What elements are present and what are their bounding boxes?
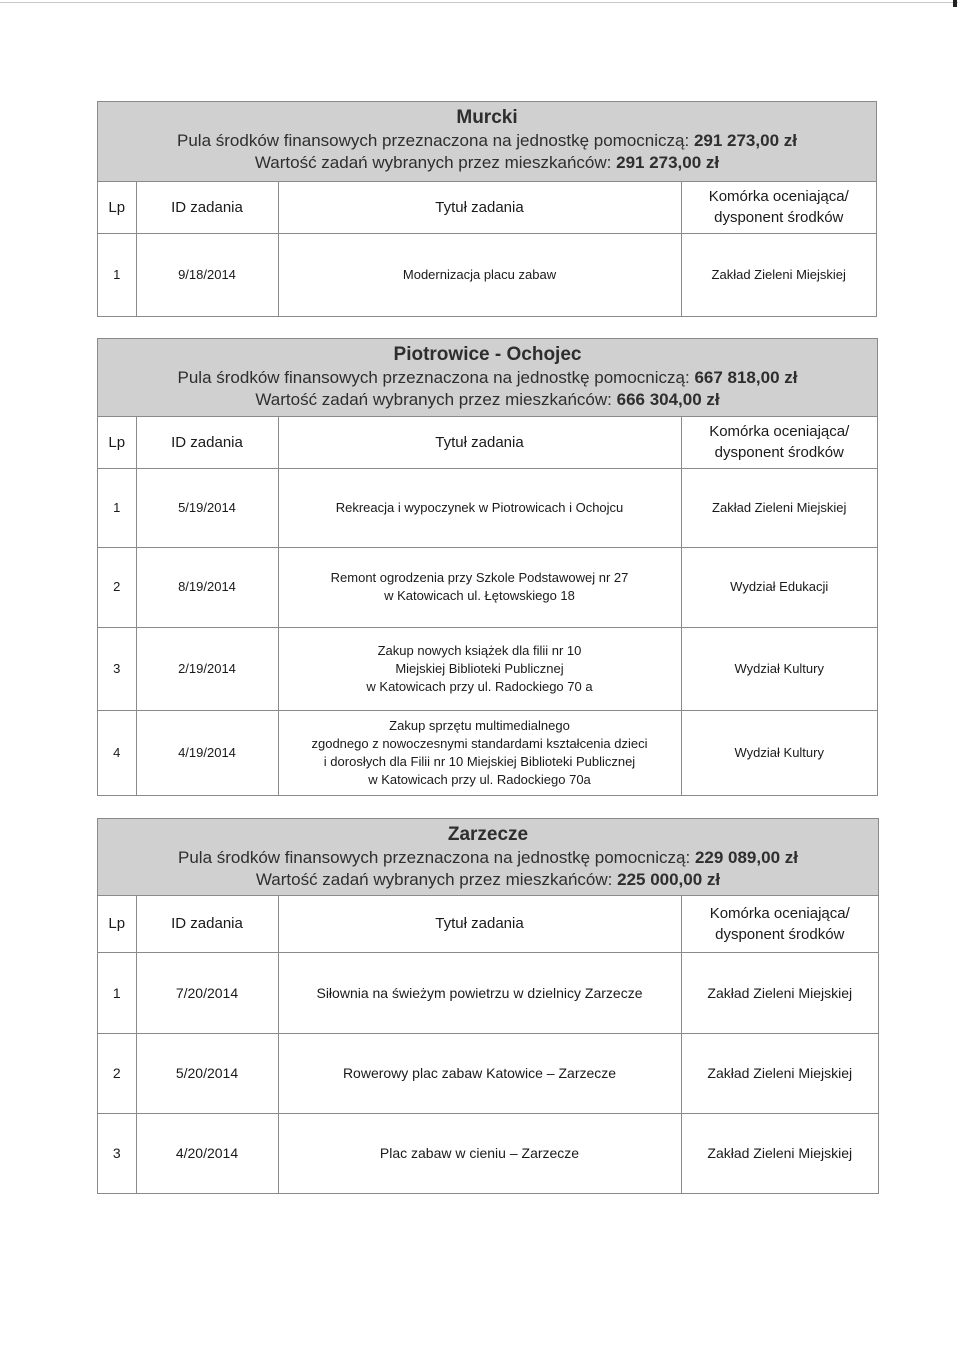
cell-id: 5/19/2014 (136, 468, 278, 547)
pool-value: 291 273,00 zł (693, 131, 797, 150)
table-header-row (98, 182, 876, 233)
section-banner (98, 819, 878, 896)
cell-unit: Wydział Kultury (681, 627, 877, 710)
selected-label: Wartość zadań wybranych przez mieszkańców: (255, 390, 612, 409)
header-title: Tytuł zadania (278, 417, 681, 468)
cell-id: 5/20/2014 (136, 1033, 278, 1113)
cell-id: 4/20/2014 (136, 1113, 278, 1193)
pool-line (98, 367, 877, 389)
selected-value: 666 304,00 zł (616, 390, 720, 409)
tasks-table (98, 417, 877, 795)
cell-title: Rowerowy plac zabaw Katowice – Zarzecze (278, 1033, 681, 1113)
cell-unit: Zakład Zieleni Miejskiej (681, 1033, 878, 1113)
cell-lp: 2 (98, 1033, 136, 1113)
header-lp: Lp (98, 182, 136, 233)
selected-line (98, 869, 878, 891)
header-title: Tytuł zadania (278, 896, 681, 952)
pool-label: Pula środków finansowych przeznaczona na jednostkę pomocniczą: (177, 368, 690, 387)
selected-label: Wartość zadań wybranych przez mieszkańców: (255, 870, 613, 889)
pool-line (98, 847, 878, 869)
cell-title: Plac zabaw w cieniu – Zarzecze (278, 1113, 681, 1193)
header-lp: Lp (98, 417, 136, 468)
selected-value: 291 273,00 zł (616, 153, 720, 172)
table-row (98, 468, 877, 547)
top-rule (0, 2, 958, 3)
cell-lp: 4 (98, 710, 136, 795)
cell-id: 8/19/2014 (136, 547, 278, 627)
cell-lp: 1 (98, 468, 136, 547)
selected-label: Wartość zadań wybranych przez mieszkańców: (254, 153, 612, 172)
selected-value: 225 000,00 zł (617, 870, 721, 889)
table-header-row (98, 417, 877, 468)
cell-title: Siłownia na świeżym powietrzu w dzielnicy Zarzecze (278, 952, 681, 1033)
header-id: ID zadania (136, 417, 278, 468)
table-row (98, 710, 877, 795)
header-unit: Komórka oceniająca/ dysponent środków (681, 182, 876, 233)
cell-lp: 3 (98, 627, 136, 710)
cell-title: Remont ogrodzenia przy Szkole Podstawowej nr 27 w Katowicach ul. Łętowskiego 18 (278, 547, 681, 627)
section-title: Murcki (456, 107, 518, 128)
cell-unit: Zakład Zieleni Miejskiej (681, 468, 877, 547)
cell-id: 9/18/2014 (136, 233, 278, 317)
table-row (98, 1033, 878, 1113)
cell-id: 4/19/2014 (136, 710, 278, 795)
cell-lp: 3 (98, 1113, 136, 1193)
table-row (98, 1113, 878, 1193)
cell-unit: Wydział Kultury (734, 744, 824, 760)
section-banner (98, 339, 877, 417)
section-banner (98, 102, 876, 182)
selected-line (98, 389, 877, 411)
section-piotrowice-ochojec (97, 338, 878, 796)
cell-title: Zakup nowych książek dla filii nr 10 Miejskiej Biblioteki Publicznej w Katowicach przy ul. Radockiego 70 a (278, 627, 681, 710)
cell-lp: 1 (98, 952, 136, 1033)
pool-value: 229 089,00 zł (694, 848, 798, 867)
header-id: ID zadania (136, 896, 278, 952)
section-title: Zarzecze (447, 824, 529, 845)
table-row (98, 627, 877, 710)
cell-unit: Wydział Edukacji (681, 547, 877, 627)
corner-mark (953, 0, 957, 7)
table-row (98, 952, 878, 1033)
header-unit: Komórka oceniająca/ dysponent środków (681, 896, 878, 952)
table-header-row (98, 896, 878, 952)
pool-value: 667 818,00 zł (694, 368, 798, 387)
cell-unit: Zakład Zieleni Miejskiej (707, 1145, 853, 1162)
section-murcki (97, 101, 877, 317)
cell-id: 7/20/2014 (136, 952, 278, 1033)
table-row (98, 547, 877, 627)
section-zarzecze (97, 818, 879, 1194)
table-row (98, 233, 876, 317)
cell-lp: 2 (98, 547, 136, 627)
header-lp: Lp (98, 896, 136, 952)
header-title: Tytuł zadania (278, 182, 681, 233)
cell-id: 2/19/2014 (136, 627, 278, 710)
pool-label: Pula środków finansowych przeznaczona na jednostkę pomocniczą: (178, 848, 691, 867)
header-id: ID zadania (136, 182, 278, 233)
pool-line (98, 130, 876, 152)
selected-line (98, 152, 876, 174)
pool-label: Pula środków finansowych przeznaczona na jednostkę pomocniczą: (177, 131, 690, 150)
section-title: Piotrowice - Ochojec (393, 344, 582, 365)
tasks-table (98, 896, 878, 1193)
header-unit: Komórka oceniająca/ dysponent środków (681, 417, 877, 468)
cell-title: Modernizacja placu zabaw (278, 233, 681, 317)
cell-unit: Zakład Zieleni Miejskiej (711, 267, 846, 283)
cell-title: Rekreacja i wypoczynek w Piotrowicach i Ochojcu (278, 468, 681, 547)
cell-lp: 1 (98, 233, 136, 317)
tasks-table (98, 182, 876, 317)
cell-unit: Zakład Zieleni Miejskiej (681, 952, 878, 1033)
cell-title: Zakup sprzętu multimedialnego zgodnego z nowoczesnymi standardami kształcenia dzieci i dorosłych dla Filii nr 10 Miejskiej Biblioteki Publicznej w Katowicach przy ul. Radockiego 70a (278, 710, 681, 795)
